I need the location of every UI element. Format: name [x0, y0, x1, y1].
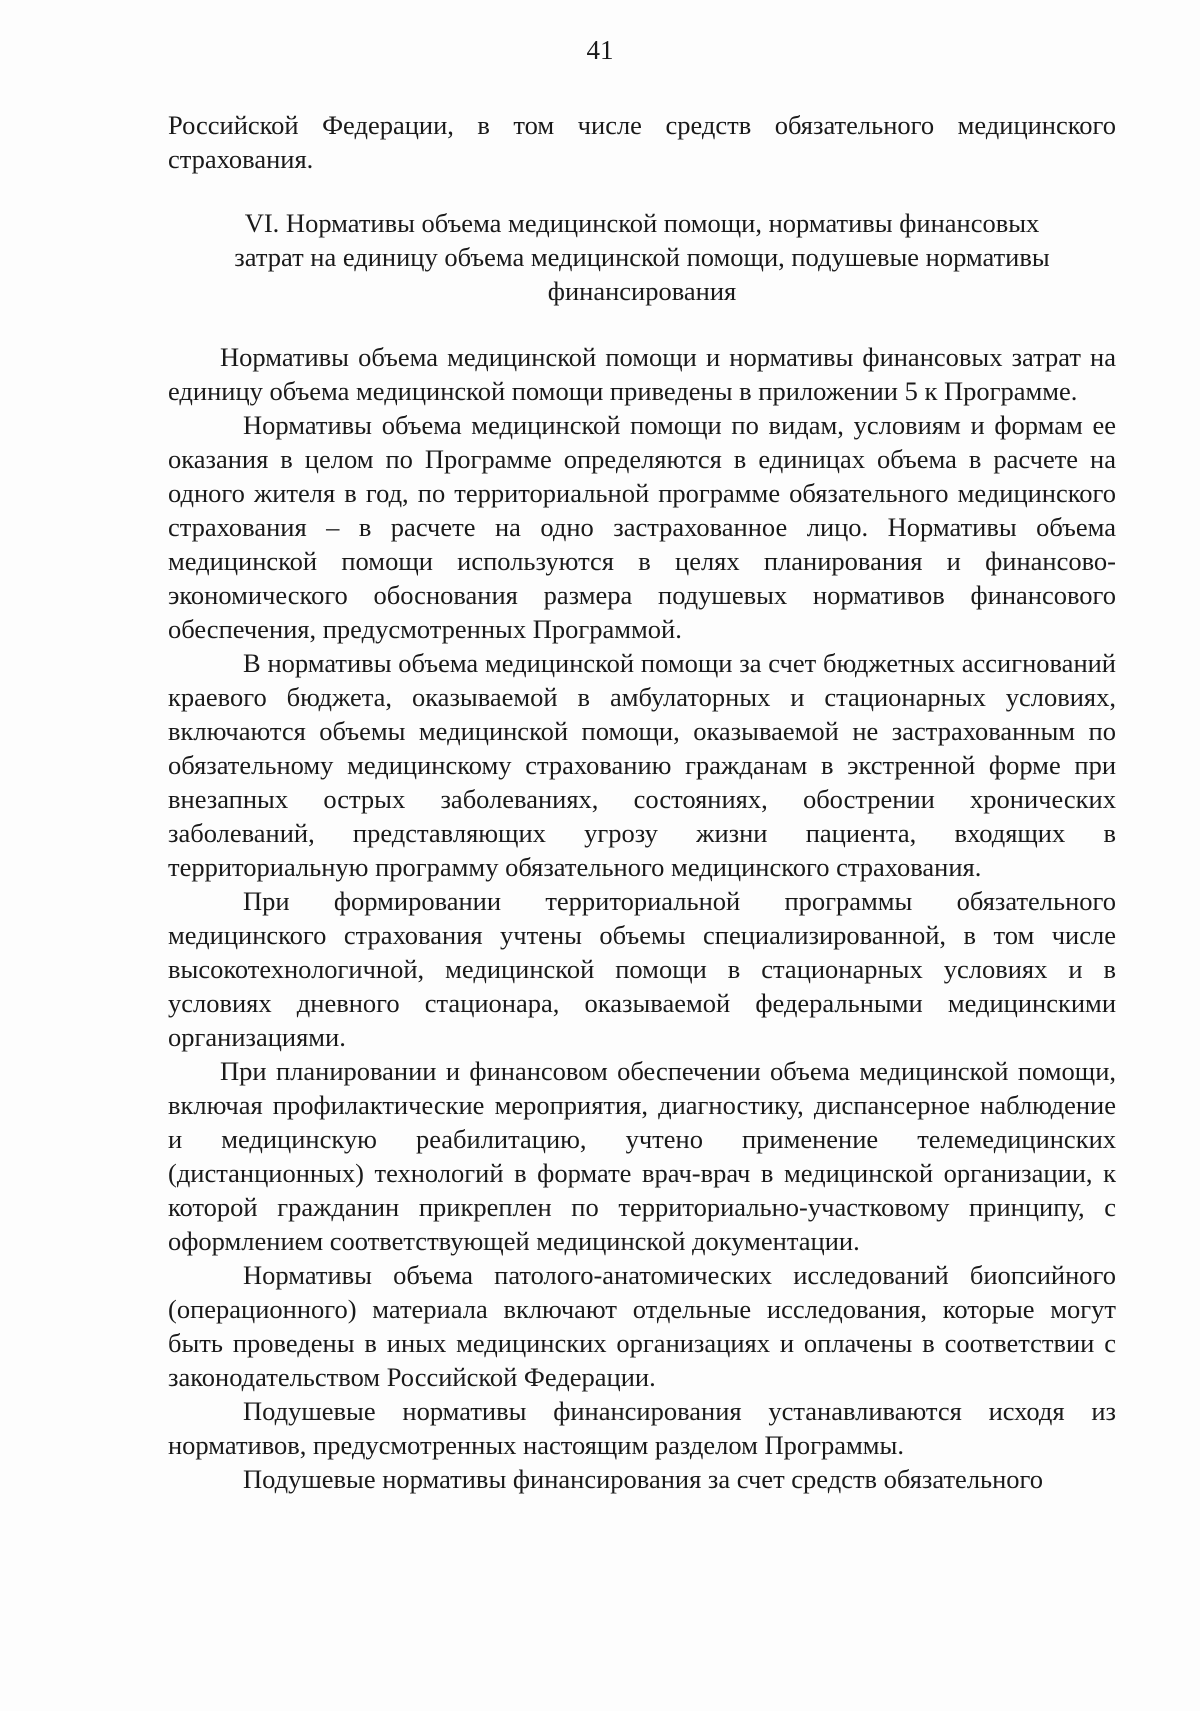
paragraph: Нормативы объема патолого-анатомических исследований биопсийного (операционного) материала включают отдельные исследования, которые могут быть проведены в иных медицинских организациях и оплачены в соответствии с законодательством Российской Федерации.	[168, 1260, 1116, 1392]
section-heading-line-3: финансирования	[547, 276, 737, 306]
paragraph: При планировании и финансовом обеспечении объема медицинской помощи, включая профилактические мероприятия, диагностику, диспансерное наблюдение и медицинскую реабилитацию, учтено применение телемедицинских (дистанционных) технологий в формате врач-врач в медицинской организации, к которой гражданин прикреплен по территориально-участковому принципу, с оформлением соответствующей медицинской документации.	[168, 1056, 1116, 1256]
section-heading	[168, 206, 1116, 308]
page-number: 41	[586, 35, 614, 65]
paragraph: Подушевые нормативы финансирования устанавливаются исходя из нормативов, предусмотренных настоящим разделом Программы.	[168, 1396, 1116, 1460]
intro-paragraph: Российской Федерации, в том числе средств обязательного медицинского страхования.	[168, 110, 1116, 174]
paragraph: Нормативы объема медицинской помощи по видам, условиям и формам ее оказания в целом по Программе определяются в единицах объема в расчете на одного жителя в год, по территориальной программе обязательного медицинского страхования – в расчете на одно застрахованное лицо. Нормативы объема медицинской помощи используются в целях планирования и финансово-экономического обоснования размера подушевых нормативов финансового обеспечения, предусмотренных Программой.	[168, 410, 1116, 644]
paragraph: При формировании территориальной программы обязательного медицинского страхования учтены объемы специализированной, в том числе высокотехнологичной, медицинской помощи в стационарных условиях и в условиях дневного стационара, оказываемой федеральными медицинскими организациями.	[168, 886, 1116, 1052]
document-body	[168, 108, 1116, 1496]
paragraph: Нормативы объема медицинской помощи и нормативы финансовых затрат на единицу объема медицинской помощи приведены в приложении 5 к Программе.	[168, 342, 1116, 406]
section-heading-line-2: затрат на единицу объема медицинской помощи, подушевые нормативы	[234, 242, 1050, 272]
paragraph: Подушевые нормативы финансирования за счет средств обязательного	[243, 1464, 1044, 1494]
section-heading-line-1: VI. Нормативы объема медицинской помощи, нормативы финансовых	[244, 208, 1040, 238]
paragraph: В нормативы объема медицинской помощи за счет бюджетных ассигнований краевого бюджета, оказываемой в амбулаторных и стационарных условиях, включаются объемы медицинской помощи, оказываемой не застрахованным по обязательному медицинскому страхованию гражданам в экстренной форме при внезапных острых заболеваниях, состояниях, обострении хронических заболеваний, представляющих угрозу жизни пациента, входящих в территориальную программу обязательного медицинского страхования.	[168, 648, 1116, 882]
